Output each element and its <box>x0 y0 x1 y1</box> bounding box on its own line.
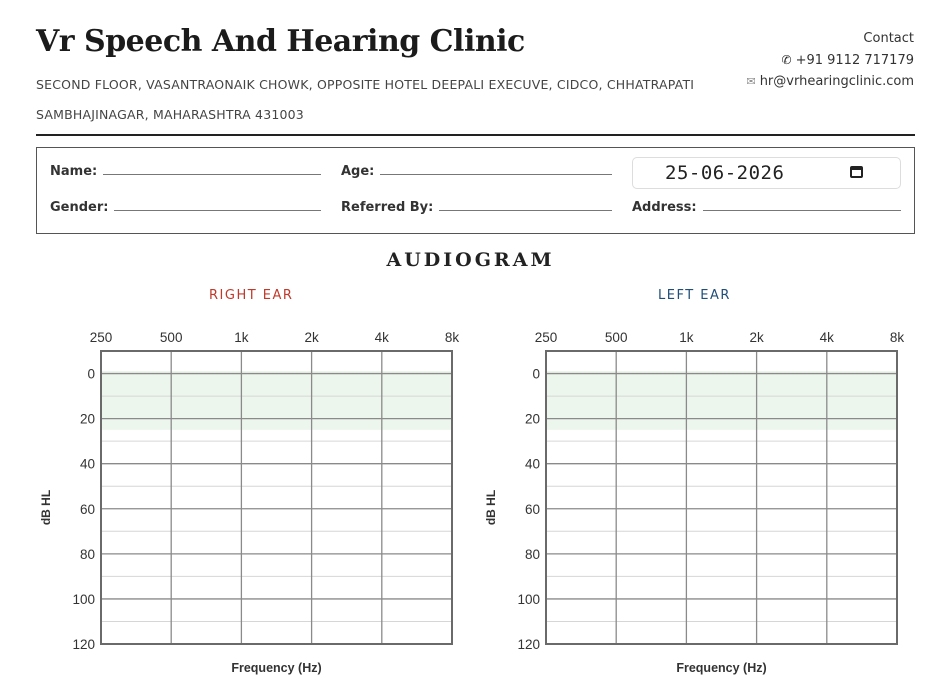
header-divider <box>36 134 915 136</box>
left-ear-y-tick-label: 60 <box>524 501 540 517</box>
patient-details-box <box>36 147 915 234</box>
contact-block <box>746 28 914 93</box>
right-ear-x-tick-label: 4k <box>374 330 389 345</box>
left-ear-title: LEFT EAR <box>658 288 731 303</box>
gender-field[interactable] <box>50 200 321 215</box>
contact-email <box>746 71 914 93</box>
right-ear-y-tick-label: 80 <box>79 546 95 562</box>
left-ear-y-tick-label: 40 <box>524 456 540 472</box>
referred-by-field[interactable] <box>341 200 612 215</box>
left-ear-y-tick-label: 100 <box>517 591 540 607</box>
right-ear-y-tick-label: 40 <box>79 456 95 472</box>
right-ear-y-tick-label: 0 <box>87 366 95 382</box>
clinic-name: Vr Speech And Hearing Clinic <box>36 24 525 59</box>
right-ear-x-tick-label: 1k <box>234 330 249 345</box>
right-ear-y-tick-label: 120 <box>72 637 95 652</box>
left-ear-x-tick-label: 2k <box>749 330 764 345</box>
contact-phone <box>746 50 914 72</box>
left-ear-x-axis-label: Frequency (Hz) <box>676 661 767 675</box>
date-value: 25-06-2026 <box>665 162 785 184</box>
calendar-icon[interactable] <box>850 166 863 178</box>
audiogram-title: AUDIOGRAM <box>386 249 555 271</box>
right-ear-x-axis-label: Frequency (Hz) <box>231 661 322 675</box>
address-field[interactable] <box>632 200 901 215</box>
phone-icon: ✆ <box>781 52 792 67</box>
left-ear-x-tick-label: 4k <box>819 330 834 345</box>
clinic-address: SECOND FLOOR, VASANTRAONAIK CHOWK, OPPOSITE HOTEL DEEPALI EXECUVE, CIDCO, CHHATRAPATI SAMBHAJINAGAR, MAHARASHTRA 431003 <box>36 77 695 122</box>
left-ear-x-tick-label: 8k <box>889 330 905 345</box>
name-input-line[interactable] <box>103 173 321 175</box>
name-label: Name: <box>50 164 98 179</box>
left-ear-y-axis-label: dB HL <box>484 489 498 526</box>
name-field[interactable] <box>50 164 321 179</box>
right-ear-normal-range-band <box>101 371 452 430</box>
referred-by-input-line[interactable] <box>439 209 612 211</box>
age-label: Age: <box>341 164 375 179</box>
age-input-line[interactable] <box>380 173 612 175</box>
left-ear-y-tick-label: 0 <box>532 366 540 382</box>
email-text: hr@vrhearingclinic.com <box>759 74 914 89</box>
left-ear-y-tick-label: 120 <box>517 637 540 652</box>
right-ear-x-tick-label: 250 <box>89 330 113 345</box>
left-ear-x-tick-label: 500 <box>604 330 628 345</box>
left-ear-x-tick-label: 250 <box>534 330 558 345</box>
right-ear-y-tick-label: 20 <box>79 411 95 427</box>
contact-label: Contact <box>863 31 914 46</box>
right-ear-x-tick-label: 2k <box>304 330 319 345</box>
age-field[interactable] <box>341 164 612 179</box>
right-ear-x-tick-label: 8k <box>444 330 460 345</box>
left-ear-x-tick-label: 1k <box>679 330 694 345</box>
left-ear-audiogram[interactable] <box>475 320 915 677</box>
right-ear-x-tick-label: 500 <box>159 330 183 345</box>
right-ear-audiogram[interactable] <box>30 320 470 677</box>
gender-input-line[interactable] <box>114 209 321 211</box>
referred-by-label: Referred By: <box>341 200 434 215</box>
mail-icon: ✉ <box>746 75 756 88</box>
right-ear-y-axis-label: dB HL <box>39 489 53 526</box>
date-input[interactable] <box>632 157 901 189</box>
left-ear-y-tick-label: 20 <box>524 411 540 427</box>
right-ear-title: RIGHT EAR <box>209 288 294 303</box>
left-ear-y-tick-label: 80 <box>524 546 540 562</box>
right-ear-y-tick-label: 100 <box>72 591 95 607</box>
address-label: Address: <box>632 200 697 215</box>
phone-text: +91 9112 717179 <box>795 52 914 68</box>
left-ear-normal-range-band <box>546 371 897 430</box>
gender-label: Gender: <box>50 200 109 215</box>
address-input-line[interactable] <box>703 209 901 211</box>
right-ear-y-tick-label: 60 <box>79 501 95 517</box>
